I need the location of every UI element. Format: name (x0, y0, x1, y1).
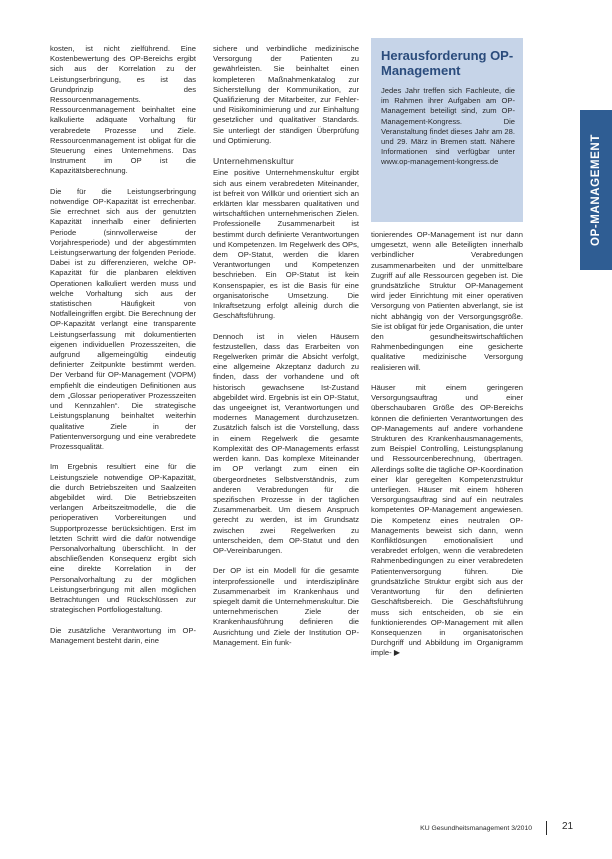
section-tab-label: OP-MANAGEMENT (590, 134, 602, 246)
text-column-1 (50, 44, 196, 656)
publication-name: KU Gesundheitsmanagement 3/2010 (420, 825, 532, 832)
info-box-text: Jedes Jahr treffen sich Fachleute, die im Rahmen ihrer Aufgaben am OP-Management beteiligt sind, zum OP-Management-Kongress. Die Veranstaltung findet dieses Jahr am 28. und 29. März in Bremen statt. Nähere Informationen sind verfügbar unter www.op-management-kongress.de (381, 86, 515, 167)
paragraph: Im Ergebnis resultiert eine für die Leistungsziele notwendige OP-Kapazität, die durch Betriebszeiten und Saalzeiten abgebildet wird. Die Betriebszeiten verlangen Arbeitszeitmodelle, die die perioperativen Vorbereitungen und Supportprozesse berücksichtigen. Erst im letzten Schritt wird die dafür notwendige Personalvorhaltung überschlicht. In der abschließenden Konsequenz ergibt sich eine direkte Korrelation in der Personalvorhaltung zu der möglichen Leistungserbringung mit allen möglichen Betrachtungen und Rückschlüssen zur strategischen Portfoliogestaltung. (50, 462, 196, 615)
section-heading: Unternehmenskultur (213, 156, 294, 167)
paragraph: Dennoch ist in vielen Häusern festzustellen, dass das Erarbeiten von Regelwerken primär die Absicht verfolgt, eine allgemeine Akzeptanz dadurch zu finden, dass der vorhandene und oft historisch gewachsene Ist-Zustand abgebildet wird. Ergebnis ist ein OP-Statut, das ungeeignet ist, Verantwortungen und modernes Management durchzusetzen. Zusätzlich falsch ist die Vorstellung, dass in einem Regelwerk die gesamte Komplexität des OP-Managements erfasst werden kann. Das komplexe Miteinander im OP verlangt zum einen ein übergeordnetes Selbstverständnis, zum anderen Verabredungen für die spezifischen Prozesse in der täglichen Zusammenarbeit. Um diesem Anspruch gerecht zu werden, ist im Grundsatz zwischen zwei Regelwerken zu unterscheiden, dem OP-Statut und den OP-Vereinbarungen. (213, 331, 359, 555)
section-tab (580, 110, 612, 270)
footer-divider (546, 821, 547, 835)
paragraph: tionierendes OP-Management ist nur dann umgesetzt, wenn alle Beteiligten innerhalb verbindlicher Verabredungen zusammenarbeiten und der unmittelbare Zugriff auf alle Ressourcen gegeben ist. Die grundsätzliche Struktur OP-Management wird jeder Einrichtung mit einer operativen Versorgung von Patienten abverlangt, sie ist nicht abhängig von der Versorgungsgröße. Sie ist obligat für jede Organisation, die unter den gesundheitswirtschaftlichen Rahmenbedingungen eine gesicherte qualitative medizinische Versorgung realisieren will. (371, 230, 523, 372)
paragraph (371, 383, 523, 658)
paragraph: sichere und verbindliche medizinische Versorgung der Patienten zu gewährleisten. Sie beinhaltet einen kompleteren Maßnahmenkatalog zur Sicherstellung der Kommunikation, zur Qualifizierung der Mitarbeiter, zur Fehler- und Risikominimierung und zur Einhaltung gesetzlicher und qualitativer Standards. Sie unterliegt der ständigen Überprüfung und Optimierung. (213, 44, 359, 145)
text-column-2 (213, 44, 359, 658)
info-box (371, 38, 523, 222)
paragraph: Die zusätzliche Verantwortung im OP-Management besteht darin, eine (50, 625, 196, 645)
paragraph-text: Häuser mit einem geringeren Versorgungsauftrag und einer überschaubaren Größe des OP-Bereichs können die definierten Verantwortungen des OP-Managements auf andere vorhandene Strukturen des Krankenhausmanagements, zum Beispiel Controlling, Leistungsplanung und Ressourcenberechnung, übertragen. Allerdings sollte die tägliche OP-Koordination einer klar geregelten Kompetenzstruktur unterliegen. Häuser mit einem höheren Versorgungsauftrag sind auf ein neutrales kompetentes OP-Management angewiesen. Die Kompetenz eines neutralen OP-Managements beweist sich dann, wenn Konfliktlösungen emotionalisiert und verabredet erfolgen, wenn die verabredeten Rahmenbedingungen zu einer verabredeten Patientenversorgung führen. Die grundsätzliche Struktur ergibt sich aus der Verantwortung für den definierten Geschäftsbereich. Die Geschäftsführung muss sich entscheiden, ob sie ein funktionierendes OP-Management mit allen Konsequenzen in organisatorischen Durchgriff und Abbildung im Organigramm imple- (371, 383, 523, 658)
continue-arrow-icon: ▶ (393, 648, 400, 658)
paragraph: kosten, ist nicht zielführend. Eine Kostenbewertung des OP-Bereichs ergibt sich aus der Korrelation zu der Leistungserbringung, es ist das Grundprinzip des Ressourcenmanagements. Ressourcenmanagement beinhaltet eine kalkulierte adäquate Vorhaltung für verabredete Prozesse und Ziele. Ressourcenmanagement ist obligat für die Steuerung eines Unternehmens. Das Instrument im OP ist die Kapazitätsberechnung. (50, 44, 196, 176)
page-number: 21 (562, 821, 574, 832)
paragraph: Der OP ist ein Modell für die gesamte interprofessionelle und interdisziplinäre Zusammenarbeit im Krankenhaus und spiegelt damit die Unternehmenskultur. Die unternehmerischen Ziele der Krankenhausführung definieren die Ausrichtung und Ziele der Institution OP-Management. Ein funk- (213, 566, 359, 647)
paragraph: Eine positive Unternehmenskultur ergibt sich aus einem verabredeten Miteinander, ist befreit von Willkür und orientiert sich an erklärten klar messbaren qualitativen und wirtschaftlichen unternehmerischen Zielen. Professionelle Zusammenarbeit ist bestimmt durch definierte Verantwortungen und Kompetenzen. Im Regelwerk des OPs, dem OP-Statut, werden die klaren Verantwortungen und Kompetenzen beschrieben. Ein OP-Statut ist kein Konsenspapier, es ist die Basis für eine organisatorische Umsetzung. Die Inkraftsetzung erfolgt alleinig durch die Geschäftsführung. (213, 168, 359, 321)
paragraph: Die für die Leistungserbringung notwendige OP-Kapazität ist errechenbar. Sie errechnet sich aus der genutzten Kapazität innerhalb einer definierten Periode (sinnvollerweise der Vorjahresperiode) und der abgestimmten Leistungserwartung der folgenden Periode. Dabei ist zu differenzieren, welche OP-Kapazität für die planbaren elektiven Operationen kalkuliert werden muss und welche Vorhaltung sich aus der statistischen Häufigkeit von Notfalleingriffen ergibt. Die Berechnung der OP-Kapazität verlangt eine transparente Leistungserfassung mit dokumentierten eigenen individuellen Prozesszeiten, die aufgrund allgemeingültig eindeutig definierter Zeitpunkte bestimmt werden. Der Verband für OP-Management (VOPM) empfiehlt die eindeutigen Definitionen aus dem „Glossar perioperativer Prozesszeiten und Kennzahlen“. Die strategische Leistungsplanung beinhaltet weiterhin qualitative Ziele in der Patientenversorgung und eine verabredete Prozessqualität. (50, 186, 196, 451)
text-column-3 (371, 230, 523, 669)
page-footer (0, 821, 612, 835)
info-box-title: Herausforderung OP-Management (381, 48, 514, 78)
